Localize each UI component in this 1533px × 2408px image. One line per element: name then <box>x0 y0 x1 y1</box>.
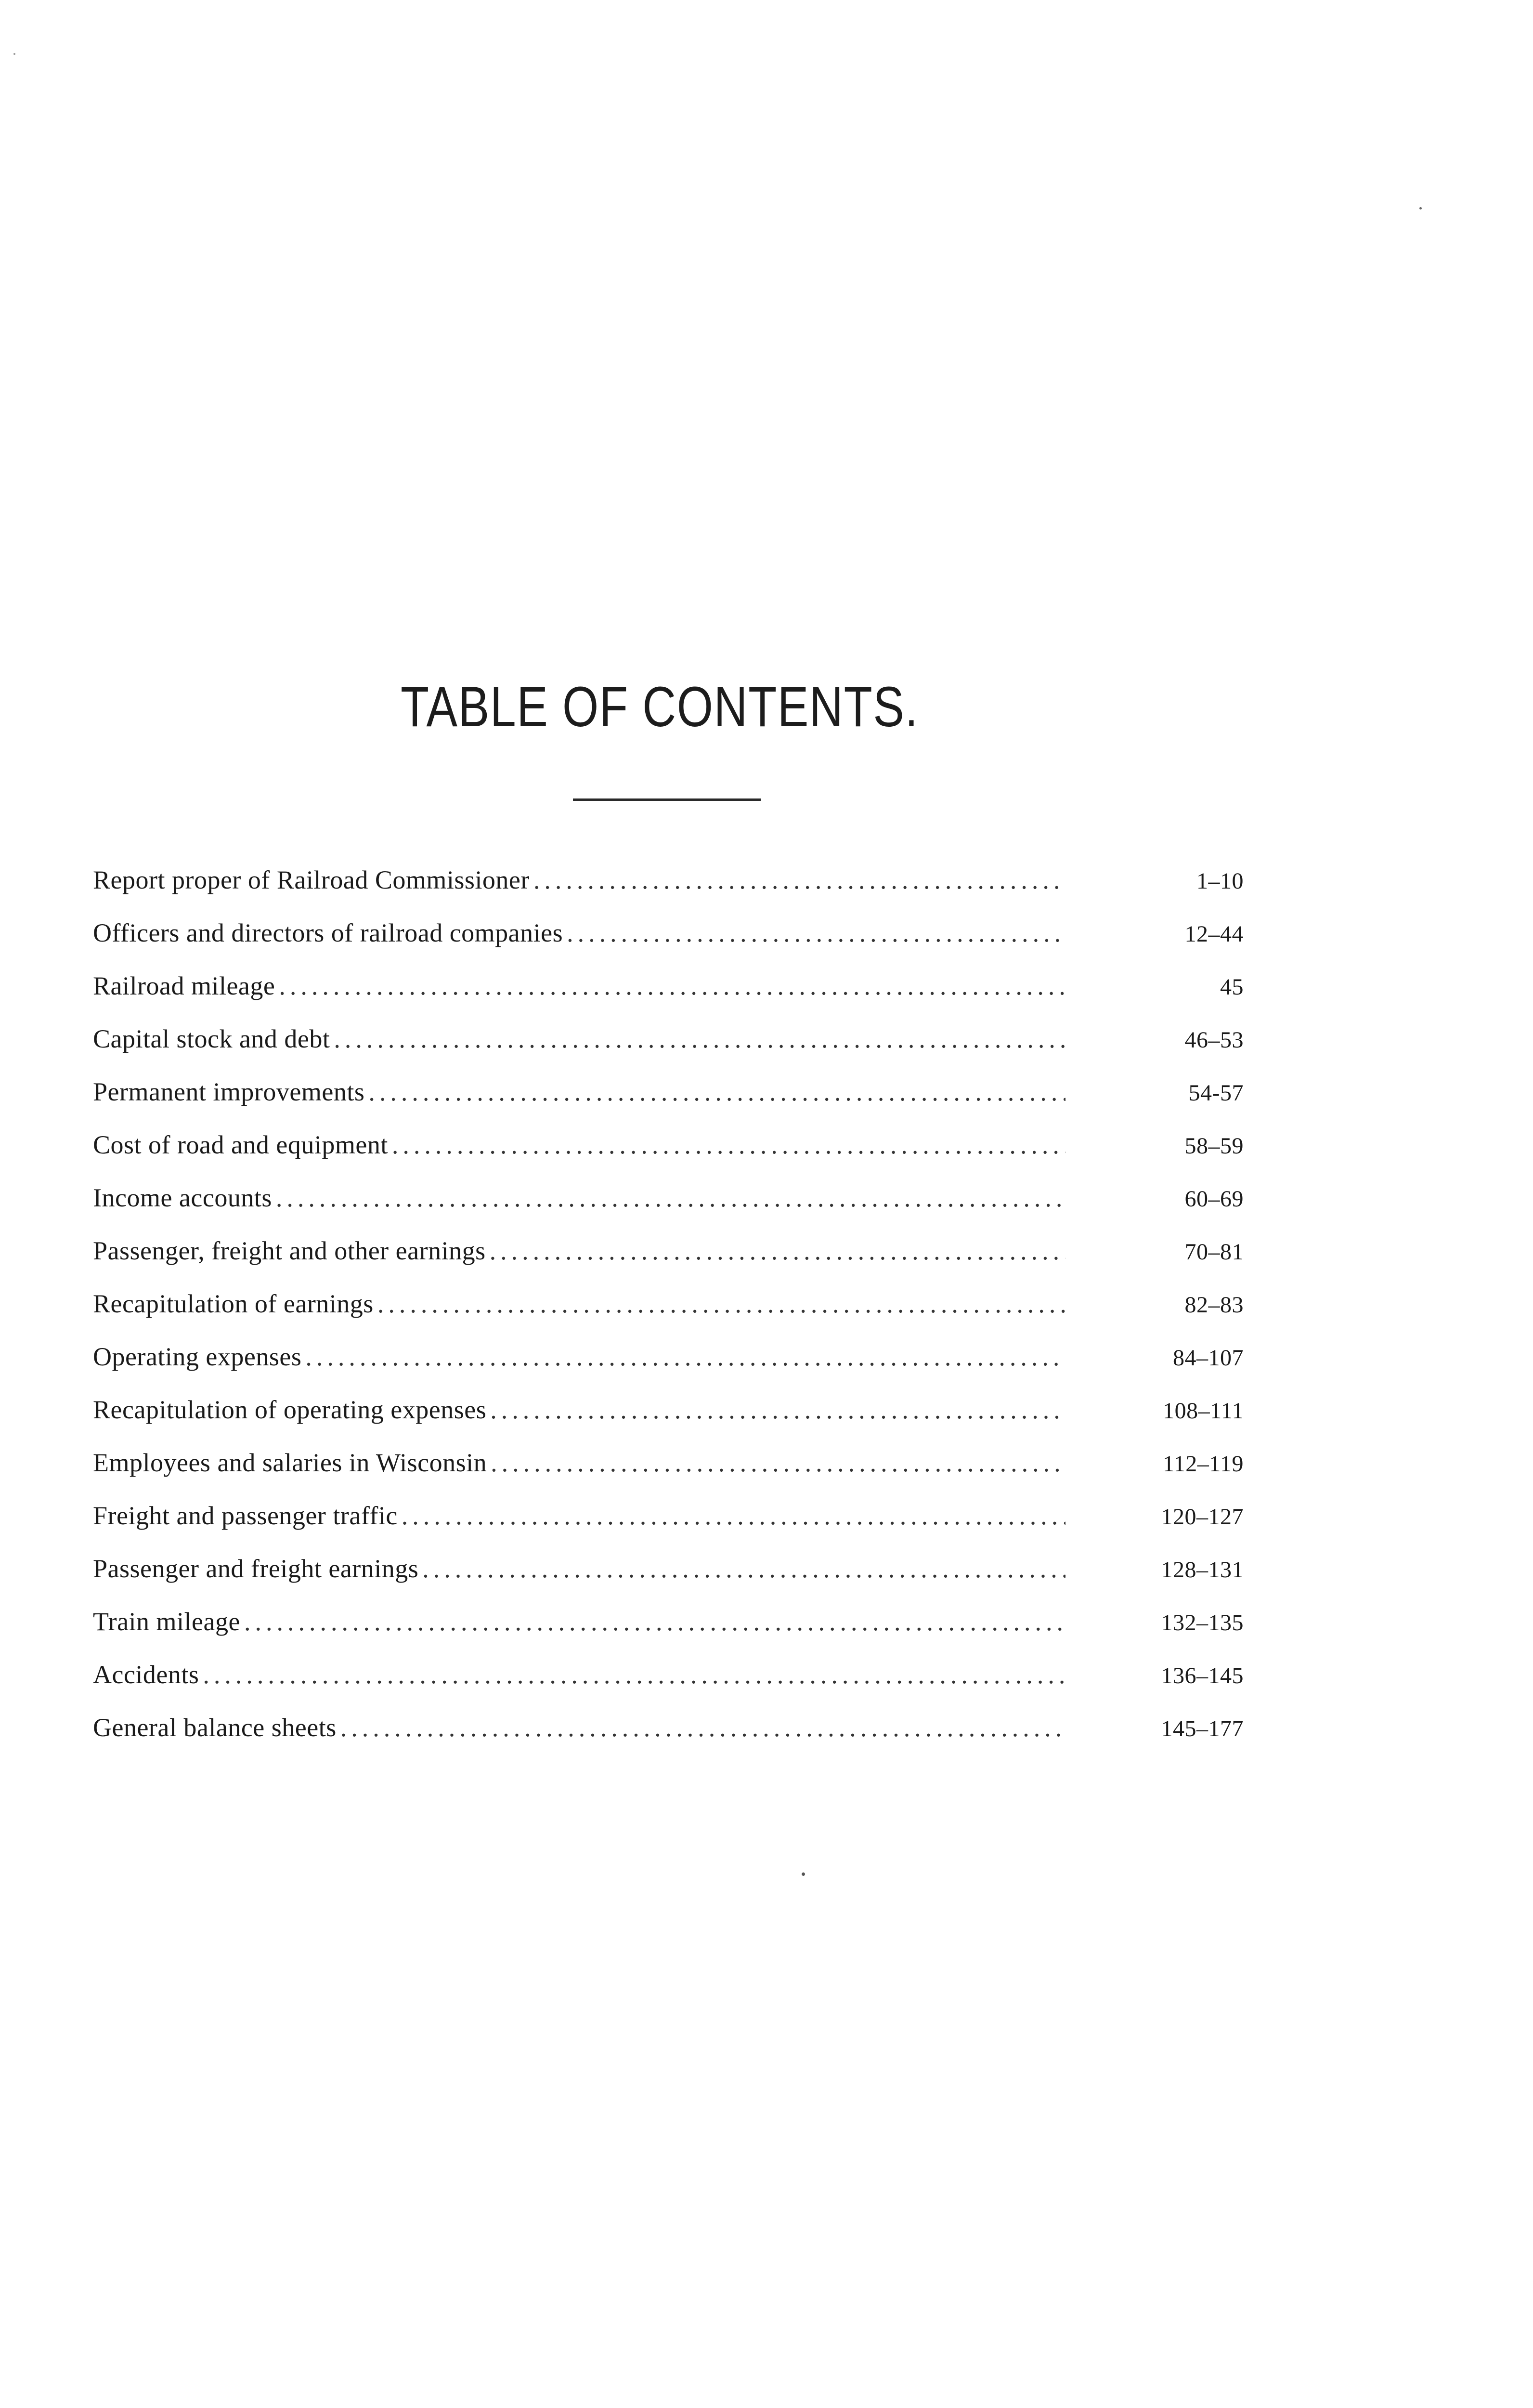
toc-entry <box>93 1330 1244 1383</box>
toc-entry <box>93 1224 1244 1277</box>
dot-leader <box>402 1489 1065 1542</box>
toc-entry <box>93 1701 1244 1754</box>
toc-entry <box>93 1065 1244 1118</box>
toc-entry-pages: 136–145 <box>1161 1663 1244 1688</box>
dot-leader <box>368 1065 1065 1118</box>
dot-leader <box>490 1383 1065 1436</box>
toc-entry-label: General balance sheets <box>93 1713 337 1742</box>
toc-entry-pages: 1–10 <box>1196 868 1244 894</box>
toc-entry <box>93 1171 1244 1224</box>
toc-entry-pages: 12–44 <box>1184 921 1244 947</box>
toc-entry-pages: 120–127 <box>1161 1504 1244 1530</box>
dot-leader <box>276 1171 1065 1224</box>
toc-entry-label: Accidents <box>93 1660 199 1689</box>
toc-entry-pages: 58–59 <box>1184 1133 1244 1159</box>
toc-entry-label: Employees and salaries in Wisconsin <box>93 1448 487 1477</box>
toc-entry-label: Permanent improvements <box>93 1077 365 1106</box>
toc-entry-pages: 145–177 <box>1161 1716 1244 1741</box>
page-title: TABLE OF CONTENTS. <box>400 675 919 739</box>
dot-leader <box>422 1542 1065 1595</box>
toc-entry <box>93 1595 1244 1648</box>
toc-entry-pages: 46–53 <box>1184 1027 1244 1053</box>
toc-entry <box>93 1383 1244 1436</box>
toc-entry <box>93 1118 1244 1171</box>
toc-entry-label: Passenger, freight and other earnings <box>93 1236 486 1265</box>
toc-entry-label: Recapitulation of operating expenses <box>93 1395 487 1424</box>
toc-entry <box>93 1012 1244 1065</box>
toc-entry-label: Capital stock and debt <box>93 1024 330 1053</box>
toc-entry <box>93 853 1244 906</box>
toc-entry <box>93 1542 1244 1595</box>
toc-entry-label: Officers and directors of railroad companies <box>93 918 563 947</box>
toc-entry <box>93 906 1244 959</box>
scan-speck <box>802 1872 805 1876</box>
dot-leader <box>305 1330 1065 1383</box>
toc-entry <box>93 1648 1244 1701</box>
toc-entry-label: Passenger and freight earnings <box>93 1554 419 1583</box>
toc-entry-pages: 60–69 <box>1184 1186 1244 1212</box>
toc-entry-pages: 82–83 <box>1184 1292 1244 1318</box>
toc-entry-pages: 54-57 <box>1188 1080 1244 1106</box>
dot-leader <box>377 1277 1065 1330</box>
toc-entry-label: Report proper of Railroad Commissioner <box>93 865 530 894</box>
dot-leader <box>244 1595 1065 1648</box>
toc-entry-pages: 84–107 <box>1173 1345 1244 1371</box>
toc-entry <box>93 1489 1244 1542</box>
toc-entry-label: Operating expenses <box>93 1342 302 1371</box>
dot-leader <box>491 1436 1065 1489</box>
dot-leader <box>533 853 1065 906</box>
scan-speck <box>1419 207 1422 209</box>
scan-speck <box>13 53 15 55</box>
toc-entry-pages: 108–111 <box>1163 1398 1244 1424</box>
toc-entry-pages: 70–81 <box>1184 1239 1244 1265</box>
title-rule <box>573 798 761 801</box>
toc-entry-label: Freight and passenger traffic <box>93 1501 398 1530</box>
toc-entry-label: Railroad mileage <box>93 971 275 1000</box>
dot-leader <box>392 1118 1065 1171</box>
dot-leader <box>567 906 1065 959</box>
dot-leader <box>334 1012 1065 1065</box>
toc-entry-pages: 128–131 <box>1161 1557 1244 1583</box>
toc-entry-pages: 45 <box>1220 974 1244 1000</box>
toc-entry-pages: 112–119 <box>1163 1451 1244 1477</box>
dot-leader <box>340 1701 1065 1754</box>
table-of-contents <box>93 853 1244 1754</box>
dot-leader <box>279 959 1065 1012</box>
toc-entry-label: Recapitulation of earnings <box>93 1289 374 1318</box>
toc-entry <box>93 1436 1244 1489</box>
toc-entry <box>93 959 1244 1012</box>
dot-leader <box>490 1224 1065 1277</box>
toc-entry-label: Train mileage <box>93 1607 240 1636</box>
toc-entry-label: Cost of road and equipment <box>93 1130 388 1159</box>
toc-entry <box>93 1277 1244 1330</box>
dot-leader <box>203 1648 1065 1701</box>
toc-entry-pages: 132–135 <box>1161 1610 1244 1636</box>
toc-entry-label: Income accounts <box>93 1183 272 1212</box>
